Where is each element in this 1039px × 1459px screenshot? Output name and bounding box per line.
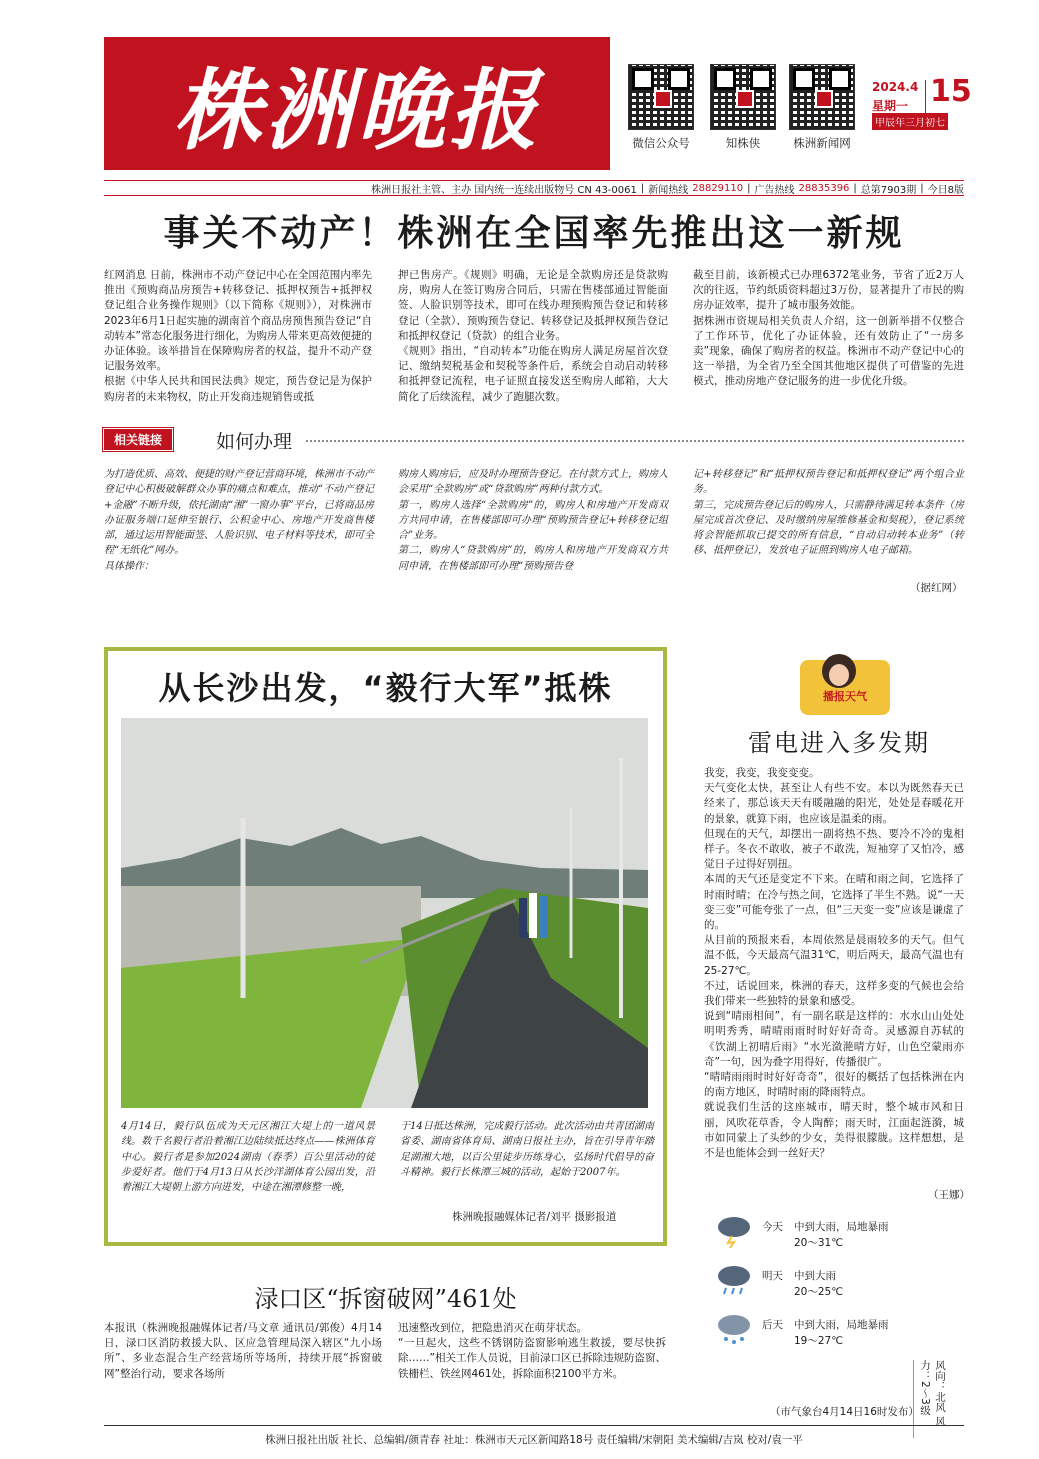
related-col3: 记+转移登记”和“抵押权预告登记和抵押权登记”两个组合业务。 第三，完成预告登记后的购房人，只需静待满足转本条件（房屋完成首次登记、及时缴纳房屋维修基金和契税），登记系统将会智能抓取已提交的所有信息，“自动启动转本业务”（转移、抵押登记），发放电子证照到购房人电子邮箱。	[693, 469, 964, 557]
feature-credit: 株洲晚报融媒体记者/刘平 摄影报道	[452, 1211, 617, 1223]
weather-badge-text: 播报天气	[823, 690, 867, 703]
page-headline: 事关不动产！株洲在全国率先推出这一新规	[163, 213, 905, 254]
issue-weekday: 星期一	[872, 99, 909, 113]
thunderstorm-icon	[714, 1214, 754, 1248]
lead-article-col3: 截至目前，该新模式已办理6372笔业务，节省了近2万人次的往返，节约纸质资料超过3万份，显著提升了市民的购房办证效率，提升了城市服务效能。 据株洲市资规局相关负责人介绍，这一创新举措不仅整合了工作环节，优化了办证体验，还有效防止了“一房多卖”现象，确保了购房者的权益。株洲市不动产登记中心的这一举措，为全省乃至全国其他地区提供了可借鉴的先进模式，推动房地产登记服务的进一步优化升级。	[693, 269, 964, 388]
related-tag: 相关链接	[104, 429, 172, 450]
related-title: 如何办理	[216, 431, 293, 453]
feature-caption-col2: 于14日抵达株洲，完成毅行活动。此次活动由共青团湖南省委、湖南省体育局、湖南日报社主办，旨在引导青年踏足湖湘大地，以百公里徒步历练身心，弘扬时代倡导的奋斗精神。毅行长株潭三城的活动，起始于2007年。	[400, 1121, 654, 1178]
page-count: 今日8版	[927, 184, 964, 196]
news-hotline: 28829110	[692, 182, 744, 194]
news-hotline-label: 新闻热线	[648, 184, 689, 196]
weather-title: 雷电进入多发期	[748, 729, 930, 757]
weather-body: 我变，我变，我变变变。 天气变化太快，甚至让人有些不安。本以为既然春天已经来了，那总该天天有暖融融的阳光，处处是春暖花开的景象，就算下雨，也应该是温柔的雨。 但现在的天气，却摆出一副将热不热、要冷不冷的鬼相样子。冬衣不敢收，被子不敢洗，短袖穿了又怕冷，感觉日子过得好别扭。 本周的天气还是变定不下来。在晴和雨之间，它选择了时雨时晴；在冷与热之间，它选择了半生不熟。说“一天变三变”可能夸张了一点，但“三天变一变”应该是谦虚了的。 从目前的预报来看，本周依然是晨雨较多的天气。但气温不低，今天最高气温31℃，明后两天，最高气温也有25-27℃。 不过，话说回来，株洲的春天，这样多变的气候也会给我们带来一些独特的景象和感受。 说到“晴雨相间”，有一副名联是这样的：水水山山处处明明秀秀，晴晴雨雨时时好好奇奇。灵感源自苏轼的《饮湖上初晴后雨》“水光潋滟晴方好，山色空蒙雨亦奇”一句，因为叠字用得好，传播很广。 “晴晴雨雨时时好好奇奇”，很好的概括了包括株洲在内的南方地区，时晴时雨的降雨特点。 就说我们生活的这座城市，晴天时，整个城市风和日丽，风吹花草香，令人陶醉；雨天时，江面起涟漪，城市如同蒙上了头纱的少女，美得很朦胧。这样想想，是不是也能体会到一丝好天？	[704, 767, 964, 1160]
feature-photo	[121, 718, 648, 1108]
feature-caption-col1: 4月14日，毅行队伍成为天元区湘江大堤上的一道风景线。数千名毅行者沿着湘江边陆续抵达终点——株洲体育中心。毅行者是参加2024湖南（春季）百公里活动的徒步爱好者。他们于4月13日从长沙洋湖体育公园出发，沿着湘江大堤朝上游方向进发，中途在湘潭修整一晚，	[121, 1121, 375, 1194]
lunar-date: 甲辰年三月初七	[872, 113, 948, 130]
page-footer: 株洲日报社出版 社长、总编辑/颜青春 社址：株洲市天元区新闻路18号 责任编辑/宋朝阳 美术编辑/吉岚 校对/袁一平	[104, 1425, 964, 1447]
rain-icon	[714, 1263, 754, 1297]
lead-article-col1: 红网消息 日前，株洲市不动产登记中心在全国范围内率先推出《预购商品房预告+转移登记、抵押权预告+抵押权登记组合业务操作规则》（以下简称《规则》），对株洲市2023年6月1日起实施的湖南首个商品房预售预告登记“自动转本”常态化服务进行细化，为购房人带来更高效便捷的办证体验。该举措旨在保障购房者的权益，提升不动产登记服务效率。 根据《中华人民共和国民法典》规定，预告登记是为保护购房者的未来物权，防止开发商违规销售或抵	[104, 269, 372, 403]
related-source: （据红网）	[910, 582, 963, 594]
forecast-tomorrow-desc: 中到大雨	[794, 1270, 836, 1282]
forecast-tomorrow-temp: 20～25℃	[794, 1286, 844, 1298]
heavy-rain-icon	[714, 1312, 754, 1346]
qr-label-news-site: 株洲新闻网	[793, 136, 851, 150]
publication-info-bar: 株洲日报社主管、主办 国内统一连续出版物号 CN 43-0061 | 新闻热线 28829110 | 广告热线 28835396 | 总第7903期 | 今日8版	[104, 180, 964, 196]
issue-date: 2024.4	[872, 80, 919, 94]
wind-info: 风向：北风 风力：2～3级	[919, 1360, 946, 1427]
bottom-article-col1: 本报讯（株洲晚报融媒体记者/马文章 通讯员/郭俊）4月14日，渌口区消防救援大队、区应急管理局深入辖区“九小场所”、多业态混合生产经营场所等场所，持续开展“拆窗破网”整治行动，要求各场所	[104, 1322, 382, 1380]
related-col2: 购房人购房后，应及时办理预告登记。在付款方式上，购房人会采用“全款购房”或“贷款购房”两种付款方式。 第一，购房人选择“全款购房”的，购房人和房地产开发商双方共同申请，在售楼部即可办理“预购预告登记+转移登记组合”业务。 第二，购房人“贷款购房”的，购房人和房地产开发商双方共同申请，在售楼部即可办理“预购预告登	[398, 469, 668, 572]
forecast-day-after	[714, 1312, 754, 1350]
forecast-day-after-temp: 19～27℃	[794, 1335, 844, 1347]
forecast-today-desc: 中到大雨，局地暴雨	[794, 1221, 889, 1233]
issue-divider	[925, 80, 926, 113]
forecast-today-day: 今天	[762, 1221, 783, 1233]
bottom-article-col2: 迅速整改到位，把隐患消灭在萌芽状态。 “一旦起火，这些不锈钢防盗窗影响逃生救援，要尽快拆除……”相关工作人员说，目前渌口区已拆除违规防盗窗、铁栅栏、铁丝网461处，拆除面积2100平方米。	[398, 1322, 666, 1380]
related-col1: 为打造优质、高效、便捷的财产登记营商环境，株洲市不动产登记中心积极破解群众办事的痛点和难点，推动“不动产登记+金融”不断升级，依托湖南“湘”一窗办事”平台，已将商品房办证服务端口延伸至银行、公积金中心、房地产开发商售楼部，通过运用智能面签、人脸识别、电子材料等技术，即可全程“无纸化”网办。 具体操作：	[104, 469, 374, 572]
page-number: 15	[930, 74, 972, 109]
bottom-article-title: 渌口区“拆窗破网”461处	[254, 1285, 517, 1313]
qr-label-zhizhuxia: 知株侠	[725, 136, 761, 150]
forecast-issued: （市气象台4月14日16时发布）	[770, 1406, 919, 1418]
weather-author: （王娜）	[928, 1189, 970, 1201]
forecast-day-after-day: 后天	[762, 1319, 783, 1331]
forecast-day-after-desc: 中到大雨，局地暴雨	[794, 1319, 889, 1331]
qr-code-wechat[interactable]	[628, 64, 694, 130]
total-issue: 总第7903期	[860, 184, 917, 196]
ad-hotline-label: 广告热线	[754, 184, 795, 196]
publisher-info: 株洲日报社主管、主办 国内统一连续出版物号 CN 43-0061	[371, 184, 637, 196]
qr-code-zhizhuxia[interactable]	[710, 64, 776, 130]
forecast-tomorrow-day: 明天	[762, 1270, 783, 1282]
ad-hotline: 28835396	[798, 182, 850, 194]
weather-badge-logo	[800, 660, 890, 715]
related-dotted-rule	[306, 440, 964, 442]
qr-code-news-site[interactable]	[789, 64, 855, 130]
forecast-tomorrow	[714, 1263, 754, 1301]
forecast-today	[714, 1214, 754, 1252]
lead-article-col2: 押已售房产。《规则》明确，无论是全款购房还是贷款购房，购房人在签订购房合同后，只需在售楼部通过智能面签、人脸识别等技术，即可在线办理预购预告登记和转移登记（全款）、预购预告登记、转移登记及抵押权预告登记和抵押权登记（贷款）的组合业务。 《规则》指出，“自动转本”功能在购房人满足房屋首次登记、缴纳契税基金和契税等条件后，系统会自动启动转移和抵押登记流程，电子证照直接发送至购房人邮箱，大大简化了后续流程，减少了跑腿次数。	[398, 269, 668, 403]
forecast-today-temp: 20～31℃	[794, 1237, 844, 1249]
feature-title: 从长沙出发，“毅行大军”抵株	[158, 669, 613, 707]
masthead-title: 株洲晚报	[172, 57, 541, 162]
qr-label-wechat: 微信公众号	[632, 136, 690, 150]
